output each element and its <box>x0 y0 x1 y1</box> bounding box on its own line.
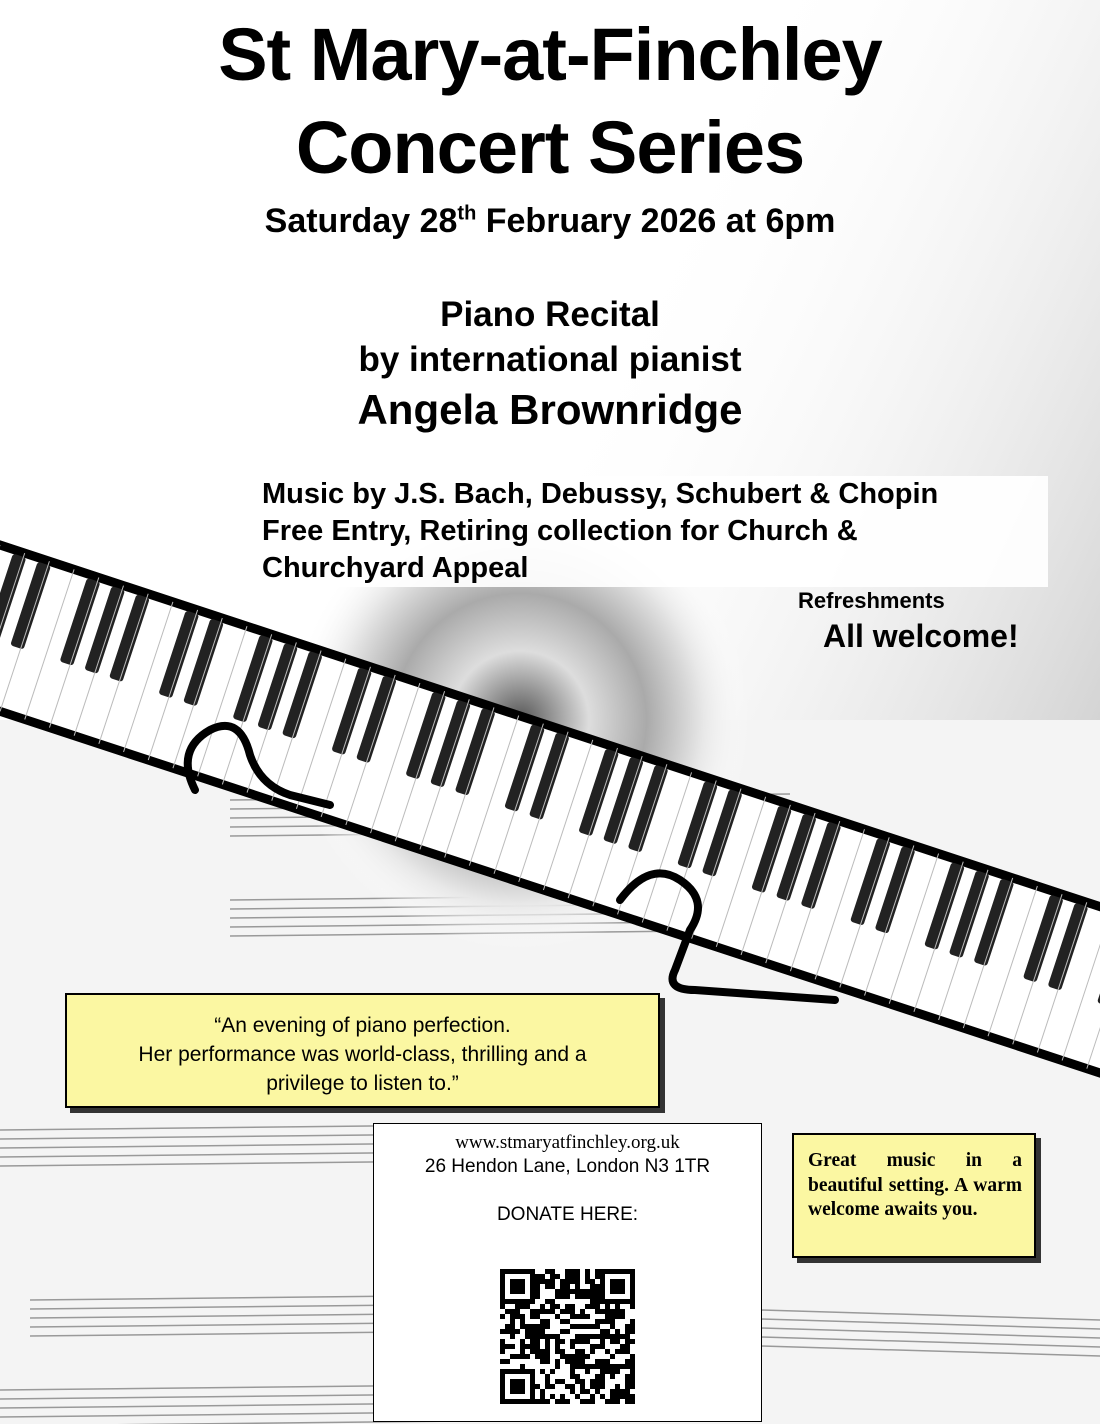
event-type: Piano Recital <box>440 295 660 334</box>
event-byline: by international pianist <box>358 340 742 379</box>
donate-qr-code[interactable] <box>500 1269 635 1404</box>
review-quote <box>65 993 660 1108</box>
address: 26 Hendon Lane, London N3 1TR <box>424 1156 711 1177</box>
entry-line: Free Entry, Retiring collection for Church & <box>262 515 858 547</box>
qr-finder <box>510 1279 525 1294</box>
date-rest: February 2026 at 6pm <box>476 202 836 240</box>
date-prefix: Saturday 28 <box>264 202 458 240</box>
date-suffix-sup: th <box>457 202 477 225</box>
quote-line-1: “An evening of piano perfection. <box>214 1014 511 1037</box>
qr-finder <box>510 1379 525 1394</box>
artist-name: Angela Brownridge <box>357 386 743 433</box>
quote-line-3: privilege to listen to.” <box>266 1072 459 1095</box>
event-date <box>0 202 1100 241</box>
contact-box <box>373 1123 762 1422</box>
donate-label: DONATE HERE: <box>496 1204 639 1225</box>
entry-line-2: Churchyard Appeal <box>262 552 529 584</box>
qr-finder <box>610 1279 625 1294</box>
website-link[interactable]: www.stmaryatfinchley.org.uk <box>455 1132 680 1153</box>
refreshments-text: Refreshments <box>798 588 945 613</box>
event-details <box>258 476 1048 587</box>
welcome-text: All welcome! <box>823 618 1019 654</box>
tagline-note: Great music in a beautiful setting. A warm welcome awaits you. <box>792 1133 1036 1258</box>
music-line: Music by J.S. Bach, Debussy, Schubert & Chopin <box>262 478 939 510</box>
quote-line-2: Her performance was world-class, thrilling and a <box>138 1043 587 1066</box>
title-line-2: Concert Series <box>295 106 805 189</box>
title-line-1: St Mary-at-Finchley <box>218 13 882 96</box>
